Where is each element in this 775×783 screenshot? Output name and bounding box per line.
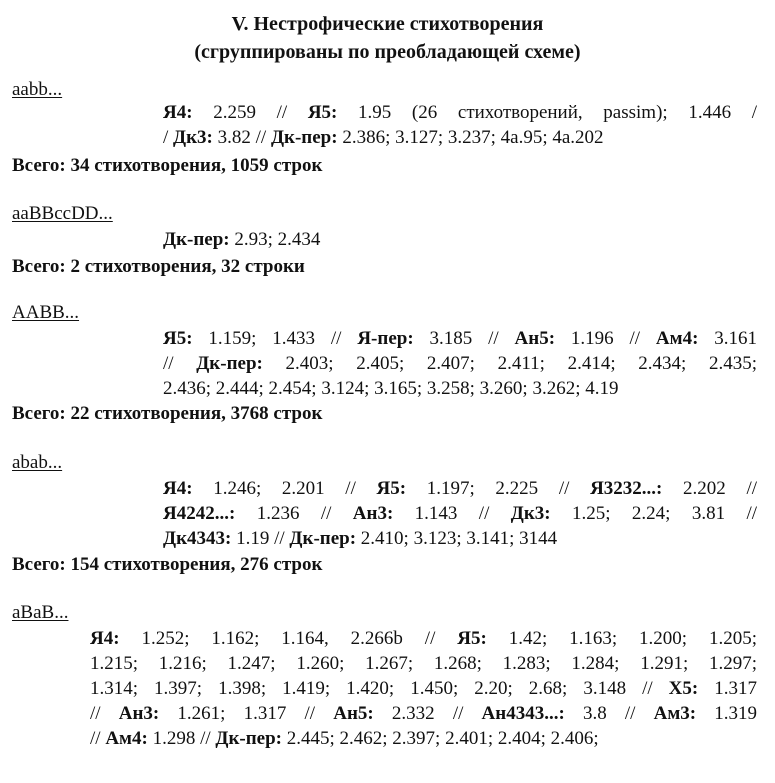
reference-text: 1.252; 1.162; 1.164, 2.266b // [119, 628, 458, 649]
reference-text: 1.261; 1.317 // [159, 703, 334, 724]
reference-line [163, 376, 757, 401]
reference-text: 3.185 // [413, 328, 515, 349]
meter-label: Ам3: [653, 703, 697, 724]
reference-line [163, 501, 757, 526]
section-title: V. Нестрофические стихотворения [231, 13, 544, 35]
meter-label: Ам4: [655, 328, 699, 349]
reference-text: 2.93; 2.434 [229, 229, 321, 250]
reference-text: 1.196 // [555, 328, 656, 349]
scheme-heading: aaBBccDD... [12, 203, 113, 224]
reference-text: 3.8 // [564, 703, 654, 724]
meter-label: Я-пер: [357, 328, 414, 349]
scheme-heading: AABB... [12, 302, 80, 323]
scheme-heading: abab... [12, 452, 63, 473]
reference-line [90, 701, 757, 726]
reference-text: 2.202 // [662, 478, 757, 499]
reference-text: // [163, 353, 197, 374]
reference-text: 1.319 [696, 703, 758, 724]
reference-line [163, 125, 757, 150]
reference-text: 1.42; 1.163; 1.200; 1.205; [486, 628, 757, 649]
reference-line [90, 726, 757, 751]
meter-label: Ан5: [514, 328, 556, 349]
meter-label: Ан4343...: [481, 703, 565, 724]
reference-text: 2.445; 2.462; 2.397; 2.401; 2.404; 2.406; [282, 728, 599, 749]
reference-line [163, 100, 757, 125]
reference-text: // [90, 728, 106, 749]
meter-label: Ан3: [118, 703, 160, 724]
reference-text: 1.317 [698, 678, 757, 699]
section-body [163, 100, 757, 150]
section-total: Всего: 34 стихотворения, 1059 строк [12, 155, 323, 176]
scheme-heading: aBaB... [12, 602, 69, 623]
meter-label: Я3232...: [590, 478, 663, 499]
meter-label: Я4: [163, 478, 193, 499]
reference-text: 1.159; 1.433 // [192, 328, 358, 349]
meter-label: Ан3: [352, 503, 394, 524]
meter-label: Дк4343: [163, 528, 232, 549]
reference-line [163, 227, 757, 252]
meter-label: Ан5: [333, 703, 374, 724]
meter-label: Я5: [457, 628, 487, 649]
meter-label: Я4242...: [163, 503, 236, 524]
section-total: Всего: 154 стихотворения, 276 строк [12, 554, 323, 575]
reference-line [163, 326, 757, 351]
meter-label: Я4: [90, 628, 120, 649]
reference-text: 1.236 // [235, 503, 353, 524]
section-total: Всего: 2 стихотворения, 32 строки [12, 256, 305, 277]
meter-label: Дк-пер: [289, 528, 357, 549]
reference-line [90, 626, 757, 651]
reference-text: // [90, 703, 119, 724]
reference-text: 1.197; 2.225 // [406, 478, 591, 499]
meter-label: Дк-пер: [196, 353, 263, 374]
reference-line [90, 676, 757, 701]
meter-label: Дк3: [510, 503, 551, 524]
reference-text: 2.403; 2.405; 2.407; 2.411; 2.414; 2.434; 2.435; [262, 353, 758, 374]
reference-line [163, 526, 757, 551]
meter-label: Х5: [668, 678, 699, 699]
meter-label: Дк-пер: [163, 229, 230, 250]
reference-text: 1.19 // [231, 528, 290, 549]
reference-text: 2.410; 3.123; 3.141; 3144 [356, 528, 558, 549]
reference-text: 2.436; 2.444; 2.454; 3.124; 3.165; 3.258; 3.260; 3.262; 4.19 [163, 378, 619, 399]
reference-line [163, 351, 757, 376]
reference-text: 1.25; 2.24; 3.81 // [550, 503, 758, 524]
section-body [163, 476, 757, 551]
reference-text: 2.259 // [192, 102, 308, 123]
reference-text: 3.82 // [212, 127, 271, 148]
reference-text: 1.314; 1.397; 1.398; 1.419; 1.420; 1.450; 2.20; 2.68; 3.148 // [90, 678, 669, 699]
reference-text: 1.246; 2.201 // [192, 478, 377, 499]
meter-label: Дк-пер: [215, 728, 282, 749]
scheme-heading: aabb... [12, 79, 63, 100]
meter-label: Ам4: [105, 728, 148, 749]
section-total: Всего: 22 стихотворения, 3768 строк [12, 403, 323, 424]
reference-text: 1.298 // [147, 728, 216, 749]
reference-text: / [163, 127, 174, 148]
meter-label: Дк-пер: [270, 127, 338, 148]
section-subtitle: (сгруппированы по преобладающей схеме) [194, 41, 581, 63]
meter-label: Я4: [163, 102, 193, 123]
reference-text: 3.161 [698, 328, 758, 349]
section-body [163, 227, 757, 252]
meter-label: Я5: [163, 328, 193, 349]
reference-text: 2.386; 3.127; 3.237; 4a.95; 4a.202 [337, 127, 604, 148]
reference-text: 2.332 // [373, 703, 482, 724]
section-body [90, 626, 757, 751]
reference-text: 1.95 (26 стихотворений, passim); 1.446 / [337, 102, 757, 123]
section-body [163, 326, 757, 401]
reference-text: 1.143 // [393, 503, 511, 524]
meter-label: Я5: [307, 102, 338, 123]
reference-text: 1.215; 1.216; 1.247; 1.260; 1.267; 1.268; 1.283; 1.284; 1.291; 1.297; [90, 653, 757, 674]
meter-label: Я5: [376, 478, 407, 499]
reference-line [163, 476, 757, 501]
reference-line [90, 651, 757, 676]
meter-label: Дк3: [173, 127, 213, 148]
